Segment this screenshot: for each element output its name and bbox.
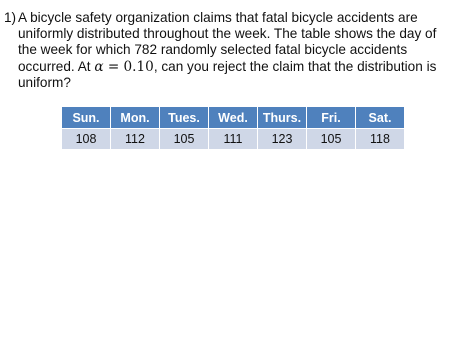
cell-friday: 105	[307, 129, 356, 150]
accidents-by-day-table	[62, 107, 404, 149]
table-row	[62, 129, 404, 150]
header-monday: Mon.	[111, 107, 160, 129]
header-friday: Fri.	[307, 107, 356, 129]
significance-level	[94, 59, 154, 75]
cell-wednesday: 111	[209, 129, 258, 150]
header-wednesday: Wed.	[209, 107, 258, 129]
cell-sunday: 108	[62, 129, 111, 150]
cell-saturday: 118	[356, 129, 405, 150]
header-tuesday: Tues.	[160, 107, 209, 129]
problem-text-intro: A bicycle safety organization claims that fatal bicycle accidents are uniformly distributed throughout the week. The table shows the day of the week for which 782 randomly selected fatal bicycle accidents occurred. At	[18, 10, 437, 74]
cell-monday: 112	[111, 129, 160, 150]
problem-text	[18, 10, 438, 91]
problem-statement	[4, 10, 444, 91]
header-sunday: Sun.	[62, 107, 111, 129]
header-thursday: Thurs.	[258, 107, 307, 129]
table-header-row	[62, 107, 404, 129]
cell-thursday: 123	[258, 129, 307, 150]
header-saturday: Sat.	[356, 107, 405, 129]
alpha-symbol: α	[94, 58, 104, 75]
cell-tuesday: 105	[160, 129, 209, 150]
alpha-value: = 0.10	[103, 58, 154, 75]
problem-text-question: , can you reject the claim that the distribution is uniform?	[18, 58, 437, 90]
problem-number: 1)	[4, 10, 17, 25]
